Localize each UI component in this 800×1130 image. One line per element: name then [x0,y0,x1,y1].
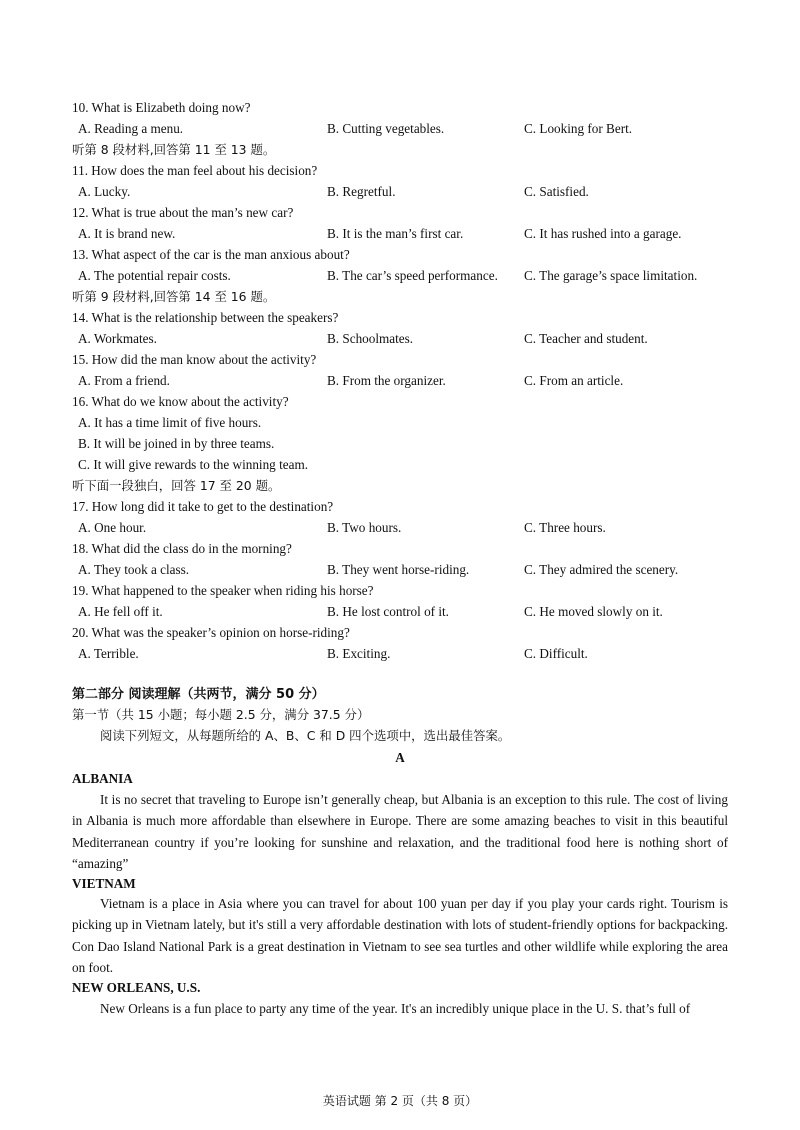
option-c: C. Difficult. [524,646,588,661]
paragraph-new-orleans: New Orleans is a fun place to party any time of the year. It's an incredibly unique place in the U. S. that’s full of [100,1001,691,1016]
question-13: 13. What aspect of the car is the man anxious about? [72,247,350,262]
option-a: A. Terrible. [78,646,139,661]
heading-albania: ALBANIA [72,771,133,786]
options-13 [0,268,800,284]
options-19 [0,604,800,620]
options-15 [0,373,800,389]
option-b: B. It will be joined in by three teams. [78,436,275,451]
heading-new-orleans: NEW ORLEANS, U.S. [72,980,201,995]
reading-instruction: 阅读下列短文，从每题所给的 A、B、C 和 D 四个选项中，选出最佳答案。 [100,728,511,743]
option-c: C. It has rushed into a garage. [524,226,682,241]
option-a: A. Workmates. [78,331,157,346]
option-b: B. They went horse-riding. [327,562,470,577]
question-18: 18. What did the class do in the morning? [72,541,292,556]
option-b: B. Cutting vegetables. [327,121,445,136]
option-b: B. Exciting. [327,646,391,661]
question-19: 19. What happened to the speaker when riding his horse? [72,583,374,598]
option-b: B. Regretful. [327,184,396,199]
options-11 [0,184,800,200]
instruction-section-8: 听第 8 段材料,回答第 11 至 13 题。 [72,142,276,157]
paragraph-albania: It is no secret that traveling to Europe isn’t generally cheap, but Albania is an exception to this rule. The cost of living in Albania is much more affordable than elsewhere in Europe. There are some amazing beaches to visit in this beautiful Mediterranean country if you’re looking for sunshine and relaxation, and the traditional food here is nothing short of “amazing” [72,792,728,872]
option-c: C. Teacher and student. [524,331,648,346]
options-17 [0,520,800,536]
question-15: 15. How did the man know about the activity? [72,352,317,367]
instruction-section-10: 听下面一段独白，回答 17 至 20 题。 [72,478,281,493]
question-11: 11. How does the man feel about his decision? [72,163,318,178]
option-a: A. From a friend. [78,373,170,388]
options-10 [0,121,800,137]
question-20: 20. What was the speaker’s opinion on horse-riding? [72,625,350,640]
options-12 [0,226,800,242]
question-17: 17. How long did it take to get to the destination? [72,499,334,514]
option-b: B. Two hours. [327,520,402,535]
question-10: 10. What is Elizabeth doing now? [72,100,251,115]
part-title: 第二部分 阅读理解（共两节，满分 50 分） [72,687,325,702]
option-c: C. They admired the scenery. [524,562,679,577]
page-footer: 英语试题 第 2 页（共 8 页） [322,1094,478,1108]
option-b: B. The car’s speed performance. [327,268,498,283]
question-14: 14. What is the relationship between the speakers? [72,310,339,325]
option-b: B. From the organizer. [327,373,446,388]
option-a: A. The potential repair costs. [78,268,231,283]
option-c: C. Three hours. [524,520,606,535]
option-c: C. He moved slowly on it. [524,604,663,619]
option-a: A. Lucky. [78,184,131,199]
option-a: A. He fell off it. [78,604,163,619]
option-c: C. The garage’s space limitation. [524,268,698,283]
option-b: B. Schoolmates. [327,331,414,346]
question-16: 16. What do we know about the activity? [72,394,289,409]
question-12: 12. What is true about the man’s new car? [72,205,294,220]
option-b: B. He lost control of it. [327,604,449,619]
instruction-section-9: 听第 9 段材料,回答第 14 至 16 题。 [72,289,276,304]
heading-vietnam: VIETNAM [72,876,136,891]
option-c: C. From an article. [524,373,624,388]
paragraph-vietnam: Vietnam is a place in Asia where you can travel for about 100 yuan per day if you play your cards right. Tourism is picking up in Vietnam lately, but it's still a very affordable destination with lots of student-friendly options for backpacking. Con Dao Island National Park is a great destination in Vietnam to see sea turtles and other wildlife while exploring the area on foot. [72,896,728,976]
option-c: C. Satisfied. [524,184,589,199]
option-c: C. It will give rewards to the winning team. [78,457,309,472]
options-20 [0,646,800,662]
option-a: A. One hour. [78,520,147,535]
option-b: B. It is the man’s first car. [327,226,464,241]
option-a: A. Reading a menu. [78,121,184,136]
option-a: A. It has a time limit of five hours. [78,415,262,430]
options-14 [0,331,800,347]
options-18 [0,562,800,578]
passage-label: A [395,750,405,765]
option-a: A. They took a class. [78,562,190,577]
section-title: 第一节（共 15 小题；每小题 2.5 分，满分 37.5 分） [72,707,370,722]
option-a: A. It is brand new. [78,226,176,241]
option-c: C. Looking for Bert. [524,121,633,136]
